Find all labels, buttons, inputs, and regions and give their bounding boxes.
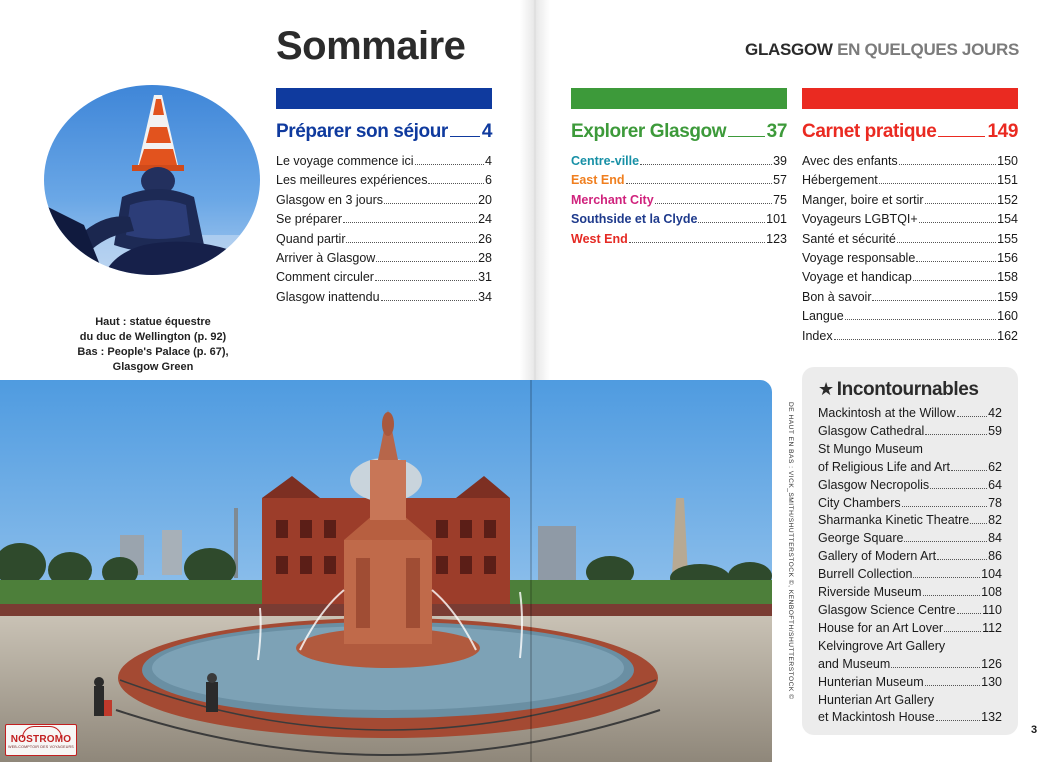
- toc-label: Voyageurs LGBTQI+: [802, 212, 918, 227]
- incontournable-label: et Mackintosh House: [818, 710, 935, 725]
- incontournable-page: 108: [981, 585, 1002, 600]
- incontournable-label: and Museum: [818, 656, 891, 671]
- photo-credit-text: DE HAUT EN BAS : VICK_SMITH/SHUTTERSTOCK ©, KENBOFTH/SHUTTERSTOCK ©: [787, 402, 794, 700]
- toc-entry[interactable]: [276, 210, 492, 229]
- panel-title: [818, 379, 1002, 401]
- toc-label: Quand partir: [276, 231, 346, 246]
- book-gutter: [520, 0, 550, 380]
- leader-dots: [346, 242, 477, 243]
- section-color-bar: [276, 88, 492, 109]
- incontournable-label: Burrell Collection: [818, 567, 913, 582]
- toc-page: 75: [773, 192, 787, 207]
- incontournable-page: 130: [981, 674, 1002, 689]
- incontournable-page: 126: [981, 656, 1002, 671]
- section-heading[interactable]: [571, 121, 787, 143]
- incontournable-page: 86: [988, 549, 1002, 564]
- toc-entry[interactable]: [276, 171, 492, 190]
- toc-label: Voyage et handicap: [802, 270, 912, 285]
- section-heading[interactable]: [802, 121, 1018, 143]
- toc-label: Centre-ville: [571, 154, 640, 168]
- toc-page: 57: [773, 173, 787, 188]
- incontournable-page: 42: [988, 406, 1002, 420]
- toc-page: 123: [766, 231, 787, 246]
- leader-dots: [937, 559, 987, 560]
- toc-entry-merchant-city[interactable]: [571, 191, 787, 210]
- section-color-bar: [802, 88, 1018, 109]
- leader-dots: [640, 164, 772, 165]
- photo-caption: [60, 315, 246, 375]
- running-head-city: GLASGOW: [745, 40, 833, 59]
- incontournable-entry[interactable]: [818, 638, 1002, 656]
- star-icon: ★: [818, 379, 834, 399]
- toc-page: 39: [773, 154, 787, 168]
- incontournable-page: 78: [988, 495, 1002, 510]
- incontournable-entry[interactable]: [818, 530, 1002, 548]
- page-fold: [530, 380, 532, 762]
- leader-dots: [923, 595, 981, 596]
- toc-entry[interactable]: [276, 268, 492, 287]
- section-heading[interactable]: [276, 121, 492, 143]
- caption-line: Bas : People's Palace (p. 67),: [77, 346, 229, 358]
- section-preparer: [276, 88, 492, 307]
- leader-dots: [879, 183, 996, 184]
- toc-list: [802, 152, 1018, 346]
- incontournable-label: Gallery of Modern Art: [818, 549, 937, 564]
- toc-entry-west-end[interactable]: [571, 230, 787, 249]
- toc-page: 24: [478, 212, 492, 227]
- caption-line: du duc de Wellington (p. 92): [79, 331, 227, 343]
- incontournable-label: Mackintosh at the Willow: [818, 406, 956, 420]
- section-title: Préparer son séjour: [276, 121, 448, 142]
- nostromo-watermark: [5, 724, 77, 756]
- peoples-palace-photo: [0, 380, 772, 762]
- leader-dots: [925, 203, 997, 204]
- incontournable-entry[interactable]: [818, 548, 1002, 566]
- section-explorer: [571, 88, 787, 249]
- toc-page: 152: [997, 192, 1018, 207]
- leader-dots: [913, 280, 996, 281]
- toc-page: 160: [997, 309, 1018, 324]
- incontournables-list: [818, 405, 1002, 727]
- incontournable-page: 112: [982, 620, 1002, 635]
- leader-dots: [428, 183, 484, 184]
- toc-label: Les meilleures expériences: [276, 173, 428, 188]
- leader-line: [938, 136, 985, 137]
- incontournable-label: George Square: [818, 531, 904, 546]
- toc-page: 155: [997, 231, 1018, 246]
- toc-entry[interactable]: [802, 171, 1018, 190]
- toc-label: Glasgow en 3 jours: [276, 192, 384, 207]
- toc-page: 28: [478, 251, 492, 266]
- leader-line: [450, 136, 480, 137]
- section-page: 37: [766, 121, 787, 142]
- toc-label: Avec des enfants: [802, 154, 898, 168]
- incontournable-entry[interactable]: [818, 495, 1002, 513]
- incontournable-entry[interactable]: [818, 477, 1002, 495]
- toc-entry-east-end[interactable]: [571, 171, 787, 190]
- toc-label: Le voyage commence ici: [276, 154, 414, 168]
- toc-entry[interactable]: [802, 327, 1018, 346]
- toc-entry-centre-ville[interactable]: [571, 152, 787, 171]
- toc-label: Manger, boire et sortir: [802, 192, 924, 207]
- incontournable-page: 84: [988, 531, 1002, 546]
- toc-label: Se préparer: [276, 212, 343, 227]
- running-head: [745, 40, 1019, 60]
- leader-dots: [891, 667, 980, 668]
- incontournable-page: 82: [988, 513, 1002, 528]
- watermark-name: NOSTROMO: [10, 734, 72, 745]
- leader-dots: [845, 319, 996, 320]
- toc-page: 34: [478, 289, 492, 304]
- toc-list: [276, 152, 492, 307]
- leader-dots: [919, 222, 996, 223]
- toc-page: 158: [997, 270, 1018, 285]
- toc-label: West End: [571, 231, 628, 246]
- panel-title-text: Incontournables: [836, 379, 979, 400]
- incontournable-label: City Chambers: [818, 495, 901, 510]
- page-number: 3: [1031, 724, 1038, 736]
- toc-page: 154: [997, 212, 1018, 227]
- incontournable-entry[interactable]: [818, 584, 1002, 602]
- incontournable-page: 104: [981, 567, 1002, 582]
- leader-dots: [957, 613, 981, 614]
- leader-line: [728, 136, 765, 137]
- incontournable-entry[interactable]: [818, 656, 1002, 674]
- leader-dots: [957, 416, 988, 417]
- watermark-arc: [22, 726, 62, 738]
- toc-label: Index: [802, 328, 833, 343]
- leader-dots: [899, 164, 996, 165]
- toc-list: [571, 152, 787, 249]
- running-head-rest: EN QUELQUES JOURS: [832, 40, 1019, 59]
- toc-page: 6: [485, 173, 492, 188]
- leader-dots: [629, 242, 765, 243]
- toc-entry[interactable]: [276, 288, 492, 307]
- toc-label: Arriver à Glasgow: [276, 251, 376, 266]
- leader-dots: [343, 222, 477, 223]
- toc-entry[interactable]: [276, 230, 492, 249]
- incontournable-label: Kelvingrove Art Gallery: [818, 638, 946, 653]
- toc-page: 159: [997, 289, 1018, 304]
- incontournable-entry[interactable]: [818, 692, 1002, 710]
- incontournable-entry[interactable]: [818, 405, 1002, 423]
- leader-dots: [384, 203, 477, 204]
- toc-page: 4: [485, 154, 492, 168]
- leader-dots: [375, 280, 477, 281]
- section-title: Carnet pratique: [802, 121, 937, 142]
- toc-entry[interactable]: [802, 210, 1018, 229]
- incontournable-entry[interactable]: [818, 602, 1002, 620]
- toc-label: East End: [571, 173, 625, 188]
- incontournable-page: 132: [981, 710, 1002, 725]
- toc-label: Glasgow inattendu: [276, 289, 380, 304]
- incontournable-page: 59: [988, 423, 1002, 438]
- toc-label: Santé et sécurité: [802, 231, 896, 246]
- leader-dots: [913, 577, 980, 578]
- leader-dots: [925, 685, 981, 686]
- incontournable-entry[interactable]: [818, 674, 1002, 692]
- page-title: Sommaire: [276, 24, 466, 68]
- incontournable-label: Hunterian Museum: [818, 674, 924, 689]
- leader-dots: [925, 434, 987, 435]
- toc-entry[interactable]: [802, 268, 1018, 287]
- incontournable-label: Glasgow Science Centre: [818, 602, 956, 617]
- toc-entry[interactable]: [802, 288, 1018, 307]
- leader-dots: [902, 506, 987, 507]
- toc-page: 151: [997, 173, 1018, 188]
- incontournable-entry[interactable]: [818, 459, 1002, 477]
- toc-entry[interactable]: [276, 191, 492, 210]
- toc-label: Bon à savoir: [802, 289, 872, 304]
- leader-dots: [381, 300, 478, 301]
- leader-dots: [904, 541, 987, 542]
- watermark-tagline: WEB-COMPTOIR DES VOYAGEURS: [8, 745, 74, 749]
- leader-dots: [944, 631, 981, 632]
- incontournable-label: House for an Art Lover: [818, 620, 944, 635]
- toc-page: 20: [478, 192, 492, 207]
- leader-dots: [626, 183, 773, 184]
- caption-line: Haut : statue équestre: [95, 316, 211, 328]
- leader-dots: [698, 222, 765, 223]
- section-color-bar: [571, 88, 787, 109]
- incontournable-entry[interactable]: [818, 566, 1002, 584]
- toc-label: Southside et la Clyde: [571, 212, 698, 227]
- leader-dots: [655, 203, 772, 204]
- incontournable-entry[interactable]: [818, 709, 1002, 727]
- toc-entry[interactable]: [802, 152, 1018, 171]
- toc-page: 101: [766, 212, 787, 227]
- toc-page: 31: [478, 270, 492, 285]
- incontournable-entry[interactable]: [818, 423, 1002, 441]
- incontournable-entry[interactable]: [818, 620, 1002, 638]
- leader-dots: [415, 164, 484, 165]
- incontournable-label: Riverside Museum: [818, 585, 922, 600]
- toc-label: Merchant City: [571, 192, 654, 207]
- toc-entry[interactable]: [802, 230, 1018, 249]
- incontournable-label: Sharmanka Kinetic Theatre: [818, 513, 970, 528]
- toc-label: Voyage responsable: [802, 251, 916, 266]
- incontournables-panel: [802, 367, 1018, 735]
- incontournable-label: Glasgow Cathedral: [818, 423, 925, 438]
- incontournable-entry[interactable]: [818, 441, 1002, 459]
- incontournable-page: 62: [988, 459, 1002, 474]
- toc-page: 26: [478, 231, 492, 246]
- toc-label: Comment circuler: [276, 270, 374, 285]
- toc-page: 156: [997, 251, 1018, 266]
- incontournable-label: Glasgow Necropolis: [818, 477, 930, 492]
- incontournable-label: of Religious Life and Art: [818, 459, 951, 474]
- section-carnet: [802, 88, 1018, 346]
- toc-label: Langue: [802, 309, 844, 324]
- toc-label: Hébergement: [802, 173, 878, 188]
- toc-page: 162: [997, 328, 1018, 343]
- peoples-palace-illustration: [0, 380, 772, 762]
- incontournable-entry[interactable]: [818, 512, 1002, 530]
- leader-dots: [834, 339, 997, 340]
- wellington-statue-photo: [44, 85, 260, 275]
- incontournable-label: St Mungo Museum: [818, 441, 923, 456]
- section-title: Explorer Glasgow: [571, 121, 727, 142]
- toc-entry[interactable]: [276, 152, 492, 171]
- toc-entry[interactable]: [802, 307, 1018, 326]
- leader-dots: [936, 720, 980, 721]
- leader-dots: [897, 242, 996, 243]
- leader-dots: [376, 261, 477, 262]
- incontournable-page: 64: [988, 477, 1002, 492]
- toc-entry-southside[interactable]: [571, 210, 787, 229]
- toc-page: 150: [997, 154, 1018, 168]
- wellington-statue-illustration: [44, 85, 260, 275]
- leader-dots: [951, 470, 987, 471]
- section-page: 149: [987, 121, 1018, 142]
- leader-dots: [930, 488, 987, 489]
- toc-entry[interactable]: [802, 249, 1018, 268]
- incontournable-label: Hunterian Art Gallery: [818, 692, 935, 707]
- section-page: 4: [481, 121, 492, 142]
- leader-dots: [872, 300, 996, 301]
- photo-credit: [784, 402, 794, 700]
- toc-entry[interactable]: [802, 191, 1018, 210]
- leader-dots: [970, 523, 987, 524]
- toc-entry[interactable]: [276, 249, 492, 268]
- incontournable-page: 110: [982, 602, 1002, 617]
- leader-dots: [916, 261, 996, 262]
- caption-line: Glasgow Green: [112, 361, 194, 373]
